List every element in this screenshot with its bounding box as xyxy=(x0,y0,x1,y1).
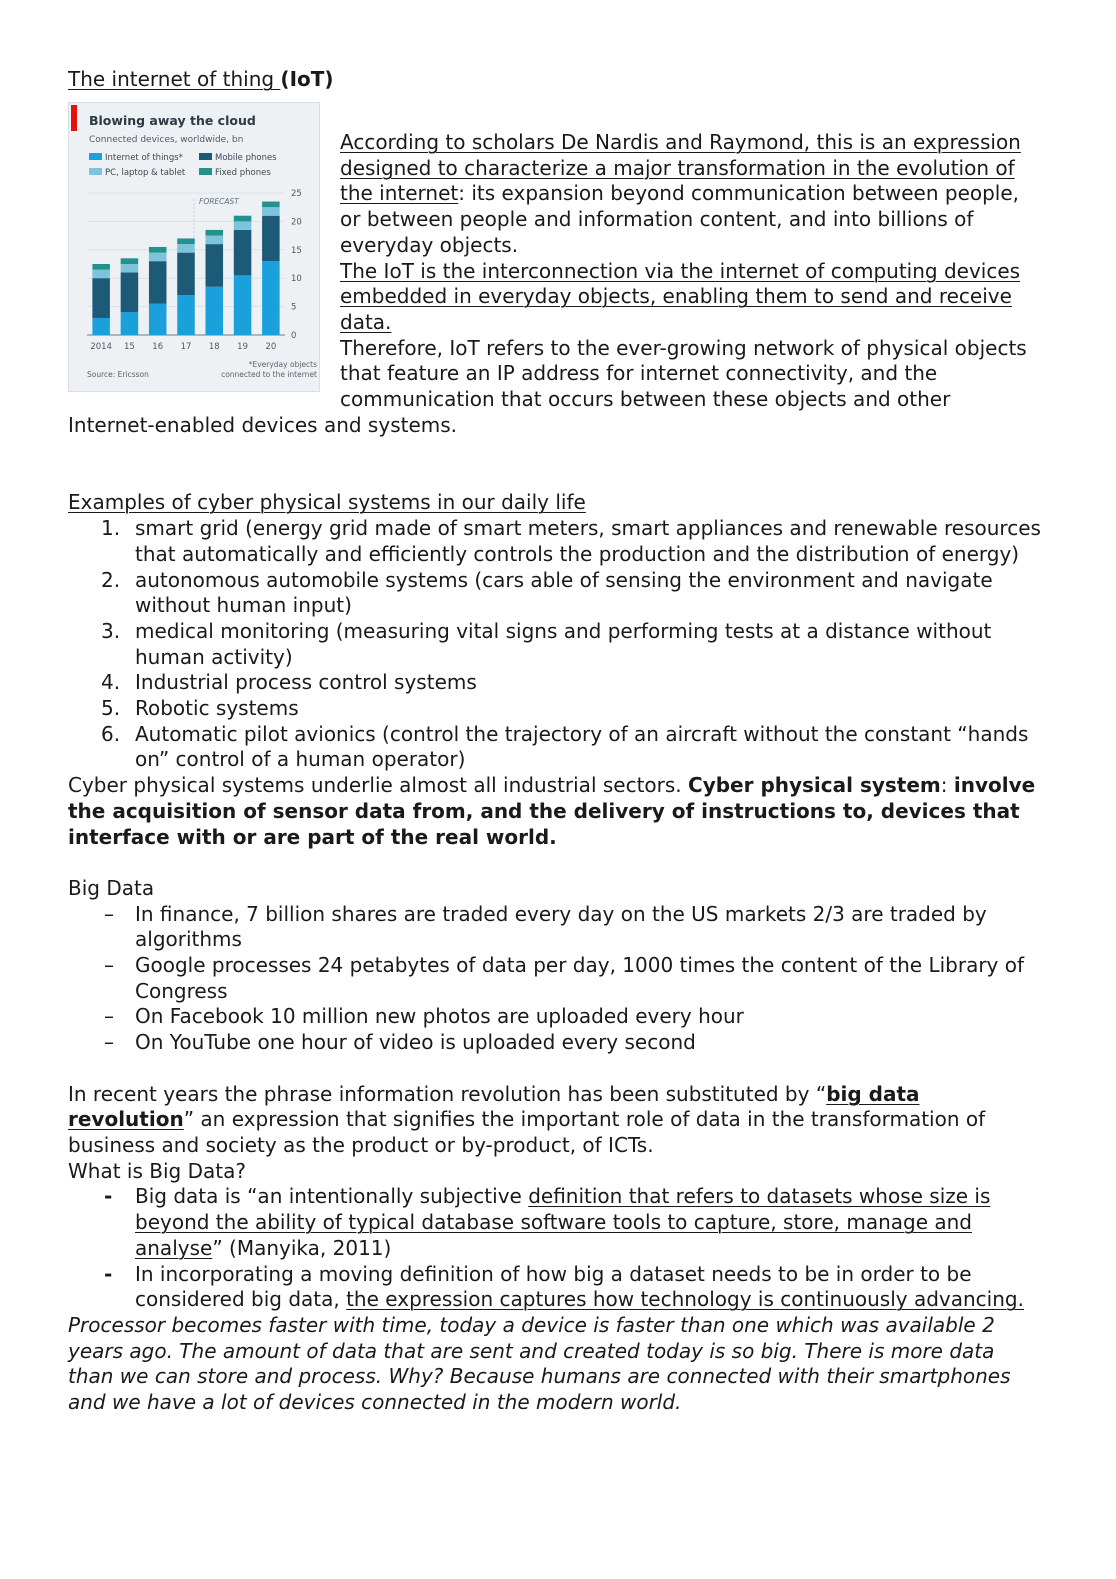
chart-y-ticks xyxy=(291,189,302,341)
bar-segment xyxy=(177,244,195,253)
legend-swatch xyxy=(199,168,212,175)
bar-segment xyxy=(92,264,110,270)
bar-segment xyxy=(234,221,252,230)
x-tick-label: 16 xyxy=(152,342,164,352)
big-data-definitions-list xyxy=(68,1184,1043,1313)
cps-heading: Examples of cyber physical systems in our daily life xyxy=(68,490,586,515)
chart-subtitle: Connected devices, worldwide, bn xyxy=(89,135,244,145)
legend-swatch xyxy=(89,168,102,175)
x-tick-label: 20 xyxy=(265,342,277,352)
bar-segment xyxy=(206,236,224,245)
list-item: 1. smart grid (energy grid made of smart meters, smart appliances and renewable resources that automatically and efficiently controls the production and the distribution of energy) xyxy=(101,516,1041,566)
bar-segment xyxy=(121,312,139,335)
chart-x-ticks xyxy=(90,342,276,352)
list-item: - Big data is “an intentionally subjective definition that refers to datasets whose size is beyond the ability of typical database software tools to capture, store, manage and analyse” (Manyika, 2011) xyxy=(104,1184,991,1260)
bar-segment xyxy=(262,202,280,208)
bar-segment xyxy=(234,216,252,222)
bar-segment xyxy=(121,273,139,313)
chart-footnote-1: *Everyday objects xyxy=(248,360,317,369)
big-data-facts-list xyxy=(68,902,1043,1056)
big-data-revolution-paragraph: In recent years the phrase information revolution has been substituted by “big data revolution” an expression that signifies the important role of data in the transformation of business and society as the product or by-product, of ICTs. xyxy=(68,1081,986,1157)
bar-segment xyxy=(206,244,224,287)
bar-segment xyxy=(121,264,139,273)
bar-segment xyxy=(177,253,195,296)
bar-segment xyxy=(177,295,195,335)
connected-devices-chart xyxy=(68,102,320,392)
bar-segment xyxy=(149,247,167,253)
bar-segment xyxy=(234,275,252,335)
bar-segment xyxy=(149,253,167,262)
y-tick-label: 15 xyxy=(291,245,302,256)
chart-red-tag xyxy=(71,105,77,131)
x-tick-label: 18 xyxy=(208,342,220,352)
iot-paragraph-3: Therefore, IoT refers to the ever-growing network of physical objects that feature an IP address for internet connectivity, and the communication that occurs between these objects and other Internet-enabled devices and systems. xyxy=(68,335,1027,437)
list-item: - In incorporating a moving definition of how big a dataset needs to be in order to be considered big data, the expression captures how technology is continuously advancing. xyxy=(104,1261,1024,1312)
bar-segment xyxy=(262,207,280,216)
y-tick-label: 5 xyxy=(291,302,297,313)
bar-segment xyxy=(92,278,110,318)
legend-swatch xyxy=(89,153,102,160)
bar-segment xyxy=(121,258,139,264)
cps-summary: Cyber physical systems underlie almost all industrial sectors. Cyber physical system: involve the acquisition of sensor data from, and the delivery of instructions to, devices that interface with or are part of the real world. xyxy=(68,773,1036,849)
iot-heading: The internet of thing (IoT) xyxy=(68,67,334,91)
list-item: – Google processes 24 petabytes of data per day, 1000 times the content of the Library of Congress xyxy=(104,953,1025,1003)
chart-forecast-label: FORECAST xyxy=(199,197,239,206)
chart-title: Blowing away the cloud xyxy=(89,113,256,128)
bar-segment xyxy=(149,261,167,304)
y-tick-label: 20 xyxy=(291,217,302,228)
iot-paragraph-1: According to scholars De Nardis and Raymond, this is an expression designed to characterize a major transformation in the evolution of the internet: its expansion beyond communication between people, or between people and information content, and into billions of everyday objects. xyxy=(340,130,1021,257)
chart-source: Source: Ericsson xyxy=(87,370,149,379)
y-tick-label: 25 xyxy=(291,189,302,199)
document-page xyxy=(68,64,1043,1416)
bar-segment xyxy=(262,216,280,261)
big-data-closing-paragraph: Processor becomes faster with time, today a device is faster than one which was available 2 years ago. The amount of data that are sent and created today is so big. There is more data than we can store and process. Why? Because humans are connected with their smartphones and we have a lot of devices connected in the modern world. xyxy=(68,1312,1011,1415)
bar-segment xyxy=(92,270,110,279)
x-tick-label: 19 xyxy=(237,342,248,352)
chart-footnote-2: connected to the internet xyxy=(221,370,317,379)
x-tick-label: 17 xyxy=(180,342,192,352)
spacer xyxy=(68,850,1043,876)
chart-svg xyxy=(69,103,319,391)
big-data-heading: Big Data xyxy=(68,875,155,900)
x-tick-label: 2014 xyxy=(90,342,112,352)
list-item: – In finance, 7 billion shares are traded every day on the US markets 2/3 are traded by algorithms xyxy=(104,901,987,952)
bar-segment xyxy=(177,238,195,244)
list-item: – On Facebook 10 million new photos are uploaded every hour xyxy=(104,1004,744,1029)
spacer xyxy=(68,1056,1043,1082)
iot-paragraph-2: The IoT is the interconnection via the internet of computing devices embedded in everyday objects, enabling them to send and receive data. xyxy=(340,258,1021,334)
list-item: 5. Robotic systems xyxy=(101,696,299,721)
y-tick-label: 10 xyxy=(291,274,302,285)
bar-segment xyxy=(234,230,252,275)
iot-section xyxy=(68,100,1043,438)
big-data-question: What is Big Data? xyxy=(68,1158,246,1183)
chart-legend xyxy=(89,153,277,178)
list-item: – On YouTube one hour of video is uploaded every second xyxy=(104,1030,696,1055)
bar-segment xyxy=(149,304,167,335)
legend-label: Fixed phones xyxy=(215,168,271,178)
bar-segment xyxy=(262,261,280,335)
legend-label: Mobile phones xyxy=(215,153,277,163)
y-tick-label: 0 xyxy=(291,331,297,341)
bar-segment xyxy=(206,287,224,335)
x-tick-label: 15 xyxy=(124,342,135,352)
bar-segment xyxy=(206,230,224,236)
list-item: 6. Automatic pilot avionics (control the trajectory of an aircraft without the constant “hands on” control of a human operator) xyxy=(101,721,1029,772)
bar-segment xyxy=(92,318,110,335)
legend-swatch xyxy=(199,153,212,160)
cps-examples-list xyxy=(68,516,1043,773)
list-item: 2. autonomous automobile systems (cars able of sensing the environment and navigate without human input) xyxy=(101,567,993,618)
legend-label: Internet of things* xyxy=(105,153,183,163)
list-item: 3. medical monitoring (measuring vital signs and performing tests at a distance without human activity) xyxy=(101,618,992,669)
list-item: 4. Industrial process control systems xyxy=(101,670,477,695)
legend-label: PC, laptop & tablet xyxy=(105,168,186,178)
